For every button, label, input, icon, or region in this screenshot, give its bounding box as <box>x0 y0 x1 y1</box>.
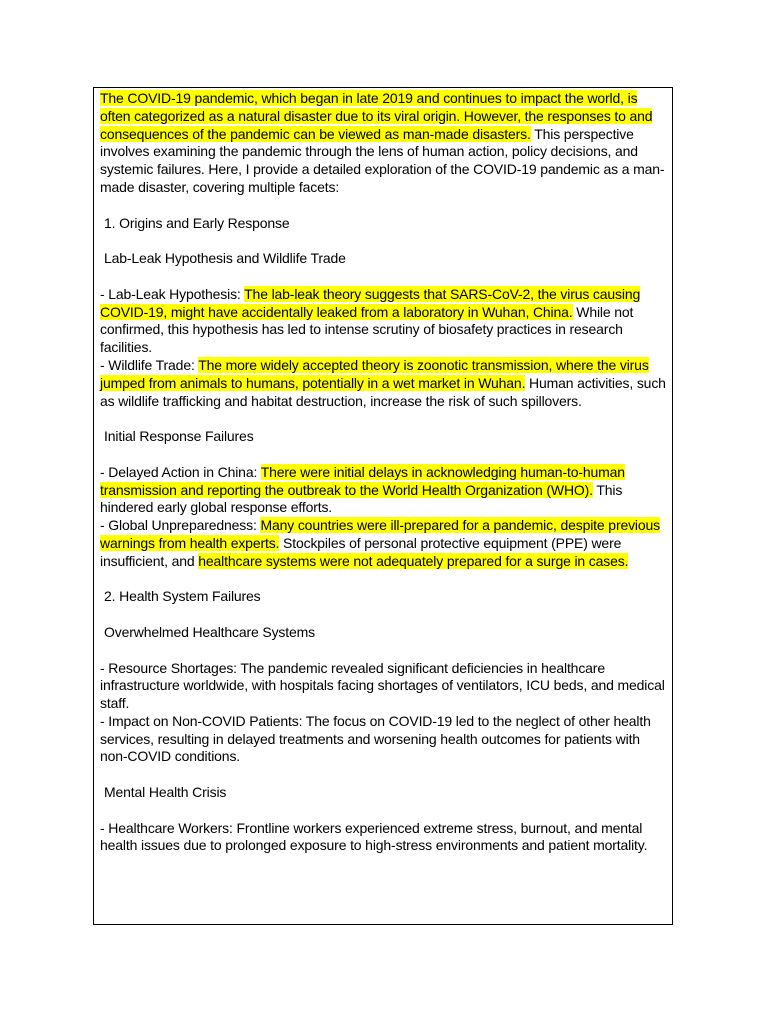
section-heading: 2. Health System Failures <box>104 588 261 605</box>
subsection-heading: Overwhelmed Healthcare Systems <box>104 623 316 640</box>
highlighted-text: healthcare systems were not adequately prepared for a surge in cases. <box>198 552 629 569</box>
list-item <box>100 517 670 570</box>
subsection-heading: Mental Health Crisis <box>104 784 227 801</box>
subsection-heading: Lab-Leak Hypothesis and Wildlife Trade <box>104 250 346 267</box>
highlighted-text: The COVID-19 pandemic, which began in late 2019 and continues to impact the world, is often categorized as a natural disaster due to its viral origin. However, the responses to and consequences of the pandemic can be viewed as man-made disasters. <box>100 90 653 142</box>
paragraph-text: Human activities, such as wildlife trafficking and habitat destruction, increase the risk of such spillovers. <box>100 374 666 409</box>
list-item: - Resource Shortages: The pandemic revealed significant deficiencies in healthcare infrastructure worldwide, with hospitals facing shortages of ventilators, ICU beds, and medical staff. <box>100 659 665 712</box>
highlighted-text: There were initial delays in acknowledging human-to-human transmission and reporting the outbreak to the World Health Organization (WHO). <box>100 463 625 498</box>
paragraph-text: This hindered early global response efforts. <box>100 481 623 516</box>
highlighted-text: Many countries were ill-prepared for a pandemic, despite previous warnings from health experts. <box>100 517 661 551</box>
item-label: - Delayed Action in China: <box>100 463 261 480</box>
document-body <box>100 90 670 855</box>
list-item: - Healthcare Workers: Frontline workers experienced extreme stress, burnout, and mental health issues due to prolonged exposure to high-stress environments and patient mortality. <box>100 819 648 854</box>
intro-paragraph <box>100 90 670 197</box>
document-page-frame <box>93 87 673 925</box>
paragraph-text: Stockpiles of personal protective equipment (PPE) were insufficient, and <box>100 534 622 569</box>
highlighted-text: The lab-leak theory suggests that SARS-CoV-2, the virus causing COVID-19, might have accidentally leaked from a laboratory in Wuhan, China. <box>100 285 641 320</box>
list-item <box>100 286 670 357</box>
highlighted-text: The more widely accepted theory is zoonotic transmission, where the virus jumped from animals to humans, potentially in a wet market in Wuhan. <box>100 356 649 391</box>
section-heading: 1. Origins and Early Response <box>104 214 290 231</box>
item-label: - Wildlife Trade: <box>100 356 199 373</box>
subsection-heading: Initial Response Failures <box>104 428 254 445</box>
item-label: - Lab-Leak Hypothesis: <box>100 285 245 302</box>
paragraph-text: This perspective involves examining the pandemic through the lens of human action, policy decisions, and systemic failures. Here, I provide a detailed exploration of the COVID-19 pandemic as a man-made disaster, covering multiple facets: <box>100 125 665 195</box>
paragraph-text: While not confirmed, this hypothesis has led to intense scrutiny of biosafety practices in research facilities. <box>100 303 634 356</box>
list-item: - Impact on Non-COVID Patients: The focus on COVID-19 led to the neglect of other health services, resulting in delayed treatments and worsening health outcomes for patients with non-COVID conditions. <box>100 712 651 765</box>
item-label: - Global Unpreparedness: <box>100 517 261 534</box>
list-item <box>100 464 670 517</box>
list-item <box>100 357 670 410</box>
